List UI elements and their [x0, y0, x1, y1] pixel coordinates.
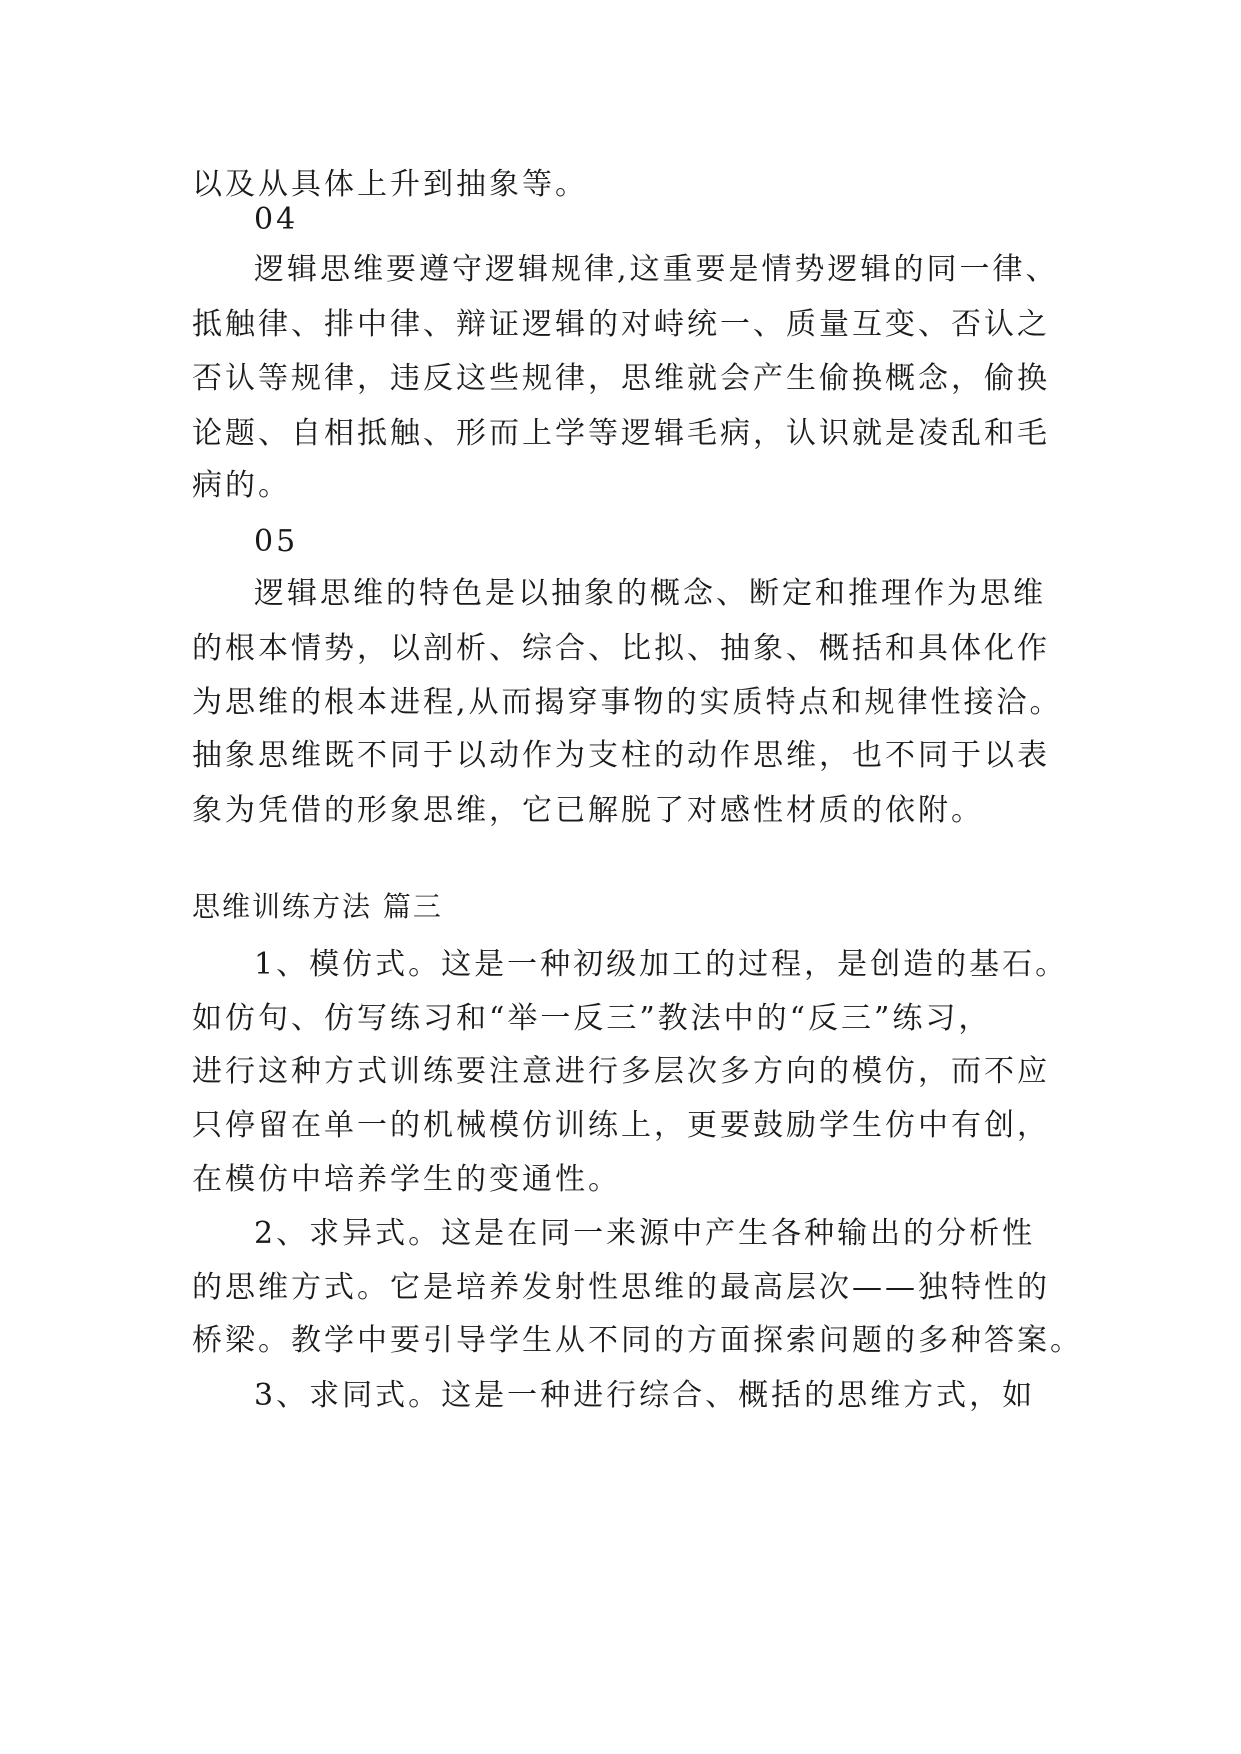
- text-line: 在模仿中培养学生的变通性。: [192, 1162, 621, 1197]
- text-line: 2、求异式。这是在同一来源中产生各种输出的分析性: [254, 1216, 1036, 1251]
- text-line: 论题、自相抵触、形而上学等逻辑毛病，认识就是凌乱和毛: [192, 416, 1050, 451]
- text-line: 只停留在单一的机械模仿训练上，更要鼓励学生仿中有创，: [192, 1108, 1050, 1143]
- section-number: 05: [254, 524, 299, 559]
- text-line: 否认等规律，违反这些规律，思维就会产生偷换概念，偷换: [192, 361, 1050, 396]
- text-line: 的根本情势，以剖析、综合、比拟、抽象、概括和具体化作: [192, 631, 1050, 666]
- text-line: 1、模仿式。这是一种初级加工的过程，是创造的基石。: [254, 947, 1069, 982]
- text-line: 为思维的根本进程,从而揭穿事物的实质特点和规律性接洽。: [192, 685, 1063, 720]
- section-heading: 思维训练方法 篇三: [192, 890, 443, 923]
- text-line: 的思维方式。它是培养发射性思维的最高层次——独特性的: [192, 1270, 1050, 1305]
- text-line: 3、求同式。这是一种进行综合、概括的思维方式，如: [254, 1378, 1036, 1413]
- text-line: 桥梁。教学中要引导学生从不同的方面探索问题的多种答案。: [192, 1323, 1083, 1358]
- section-number: 04: [254, 202, 299, 237]
- text-line: 如仿句、仿写练习和“举一反三”教法中的“反三”练习，: [192, 1001, 992, 1036]
- text-line: 以及从具体上升到抽象等。: [192, 167, 588, 202]
- text-line: 进行这种方式训练要注意进行多层次多方向的模仿，而不应: [192, 1054, 1050, 1089]
- text-line: 抽象思维既不同于以动作为支柱的动作思维，也不同于以表: [192, 738, 1050, 773]
- text-line: 逻辑思维要遵守逻辑规律,这重要是情势逻辑的同一律、: [254, 252, 1059, 287]
- text-line: 病的。: [192, 468, 291, 503]
- text-line: 抵触律、排中律、辩证逻辑的对峙统一、质量互变、否认之: [192, 307, 1050, 342]
- text-line: 逻辑思维的特色是以抽象的概念、断定和推理作为思维: [254, 576, 1046, 611]
- text-line: 象为凭借的形象思维，它已解脱了对感性材质的依附。: [192, 793, 984, 828]
